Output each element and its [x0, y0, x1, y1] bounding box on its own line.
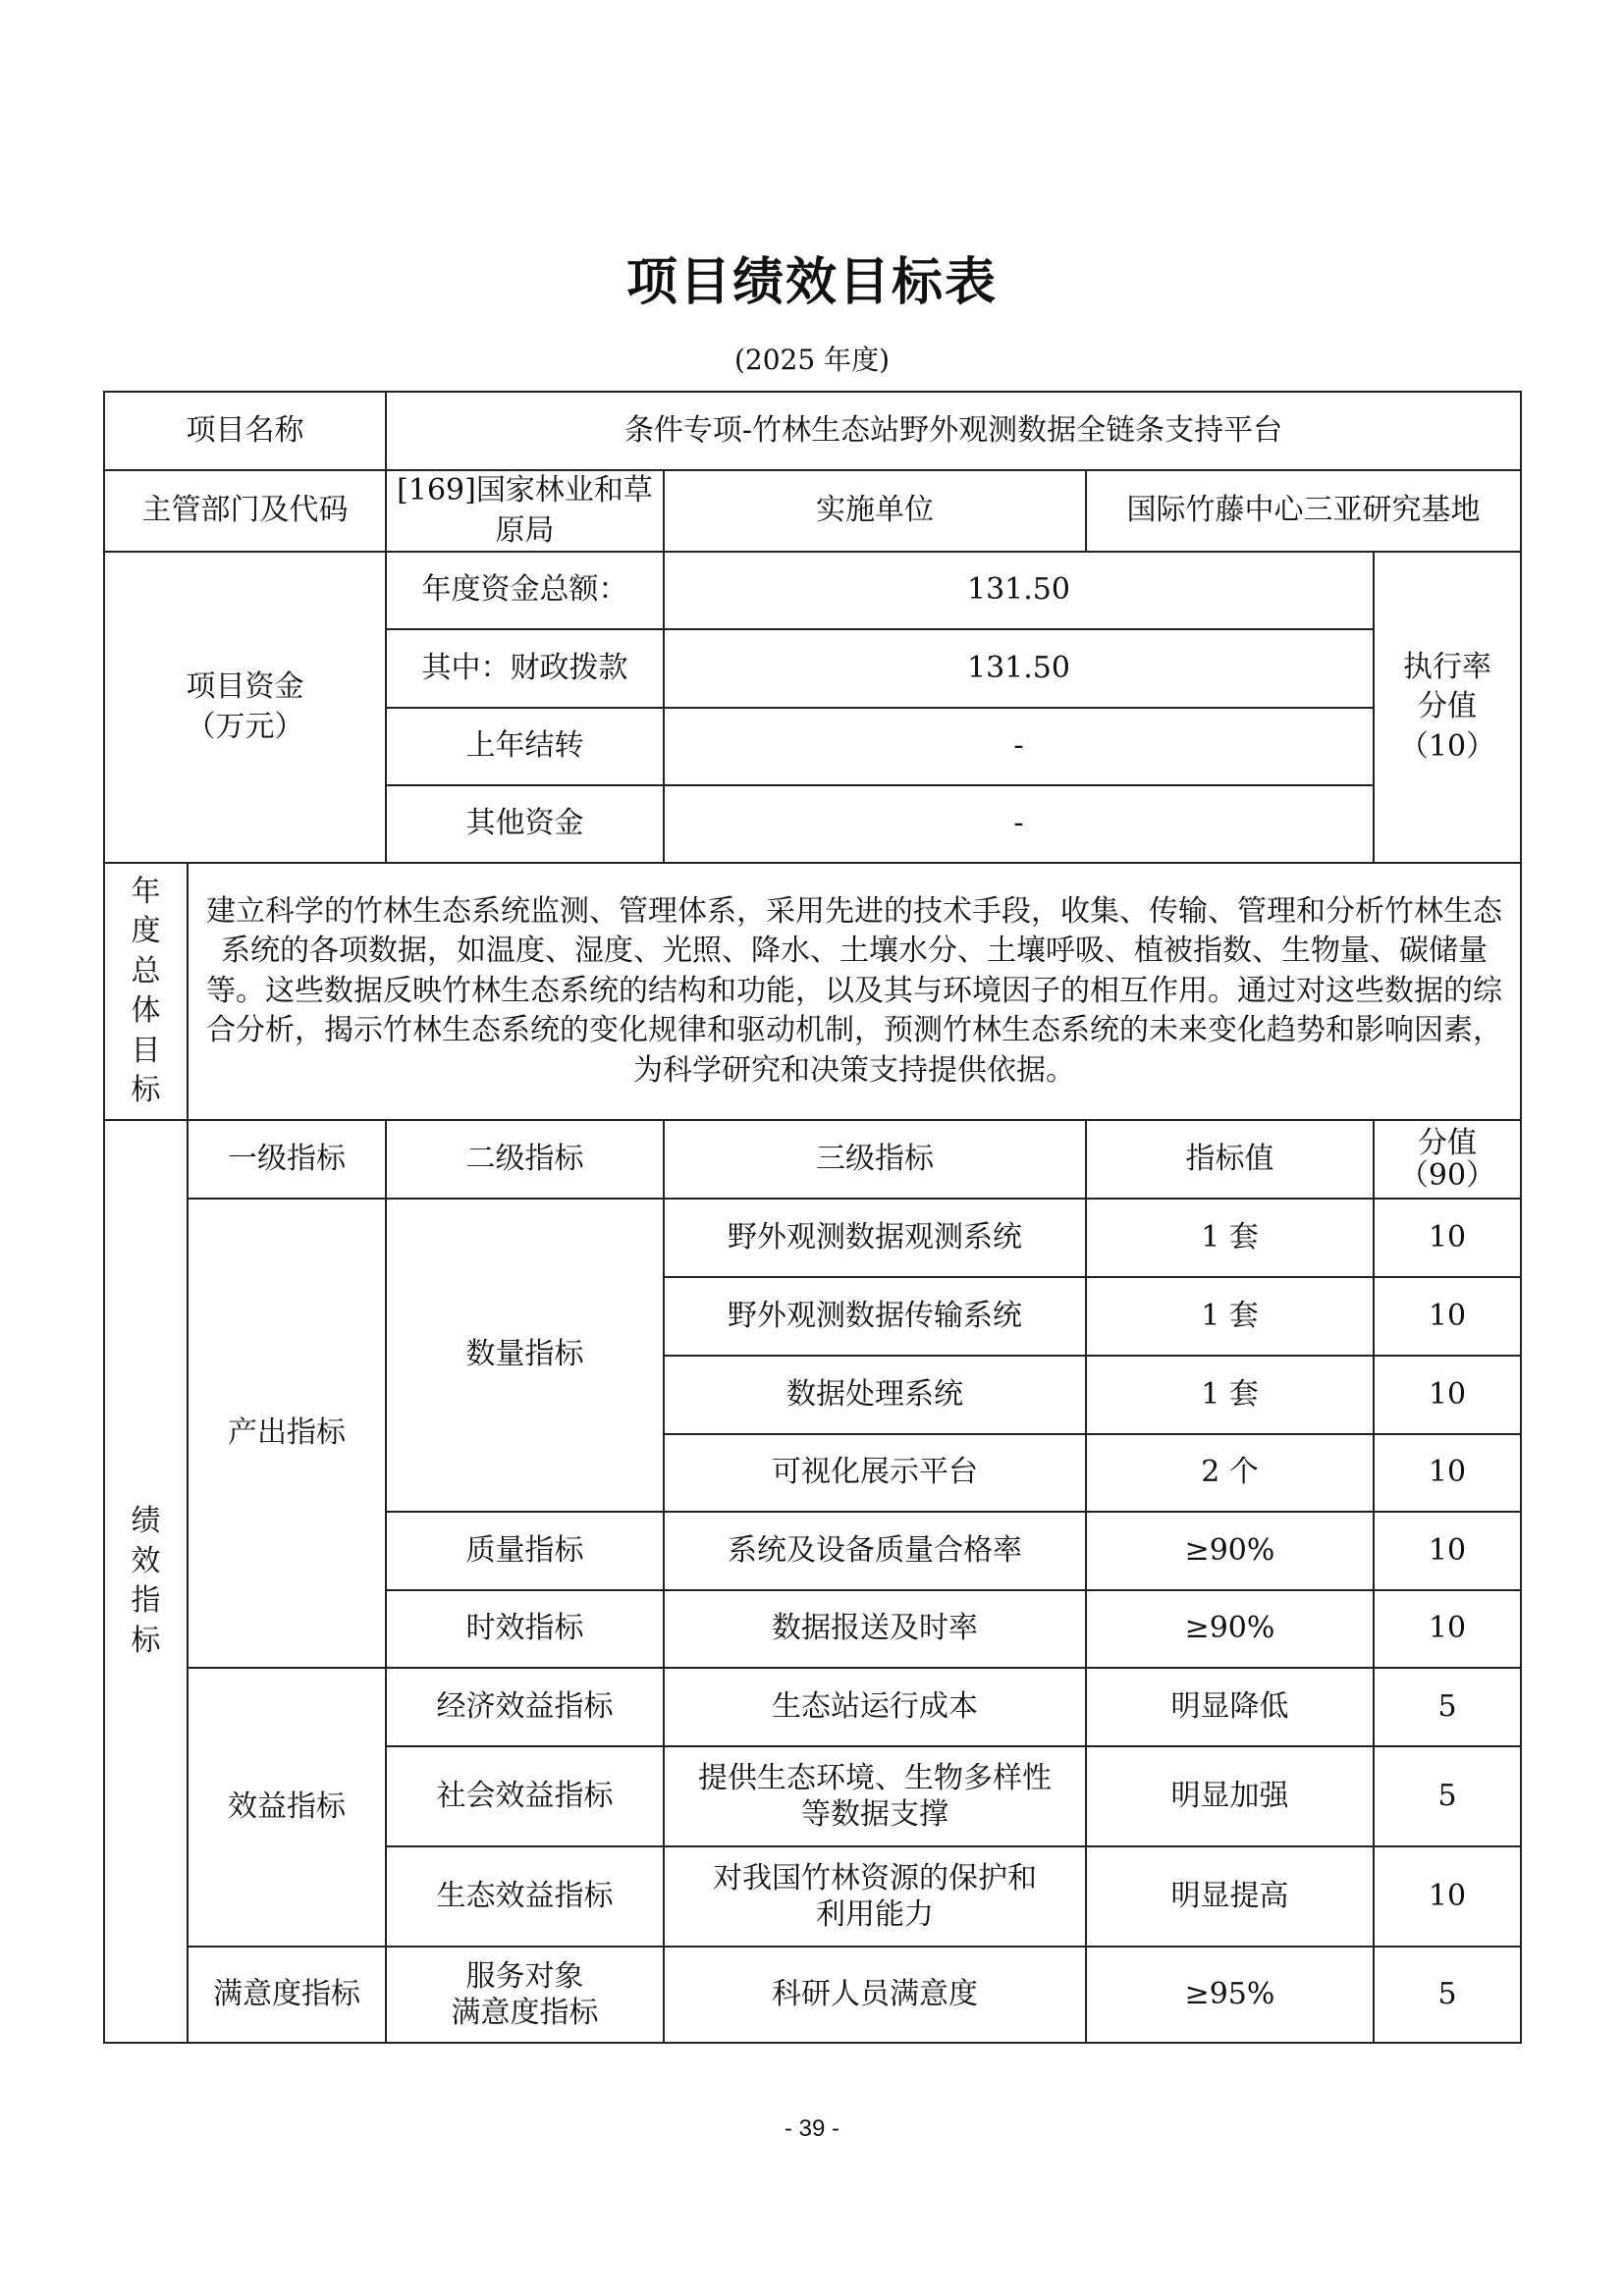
goal-char: 体	[131, 993, 161, 1028]
header-level3: 三级指标	[664, 1120, 1086, 1199]
indicator-name: 科研人员满意度	[664, 1947, 1086, 2043]
economic-indicator-label: 经济效益指标	[386, 1668, 664, 1746]
service-satisfaction-line1: 服务对象	[465, 1958, 584, 1994]
social-indicator-label: 社会效益指标	[386, 1746, 664, 1846]
indicator-value: 明显提高	[1086, 1846, 1374, 1947]
indicator-score: 10	[1374, 1356, 1521, 1434]
page-title: 项目绩效目标表	[625, 253, 998, 312]
indicator-score: 5	[1374, 1947, 1521, 2043]
department-row	[104, 470, 1521, 552]
indicator-name: 数据处理系统	[664, 1356, 1086, 1434]
header-score-line1: 分值	[1418, 1126, 1477, 1160]
page-number: - 39 -	[784, 2115, 839, 2142]
indicator-name	[664, 1846, 1086, 1947]
service-satisfaction-label	[386, 1947, 664, 2043]
funds-carryover-value: -	[664, 708, 1374, 785]
indicator-name: 生态站运行成本	[664, 1668, 1086, 1746]
indicators-label	[104, 1120, 188, 2043]
indicator-row	[104, 1199, 1521, 1277]
indicator-name: 野外观测数据传输系统	[664, 1277, 1086, 1356]
indicator-name	[664, 1746, 1086, 1846]
indicator-char: 指	[131, 1583, 161, 1618]
indicator-score: 10	[1374, 1846, 1521, 1947]
satisfaction-indicator-label: 满意度指标	[188, 1947, 386, 2043]
funds-other-value: -	[664, 785, 1374, 863]
indicator-name-line1: 提供生态环境、生物多样性	[698, 1760, 1052, 1795]
indicator-name: 数据报送及时率	[664, 1590, 1086, 1668]
indicator-char: 绩	[131, 1504, 161, 1538]
indicator-score: 10	[1374, 1199, 1521, 1277]
score-line2: 分值	[1418, 689, 1477, 724]
indicator-header-row	[104, 1120, 1521, 1199]
indicator-score: 10	[1374, 1590, 1521, 1668]
indicator-value: ≥95%	[1086, 1947, 1374, 2043]
indicator-score: 5	[1374, 1668, 1521, 1746]
indicator-value: ≥90%	[1086, 1590, 1374, 1668]
header-value: 指标值	[1086, 1120, 1374, 1199]
indicator-value: ≥90%	[1086, 1512, 1374, 1590]
goal-char: 总	[131, 953, 161, 988]
funds-row	[104, 552, 1521, 629]
annual-goal-label	[104, 863, 188, 1120]
goal-char: 年	[131, 874, 161, 909]
indicator-value: 2 个	[1086, 1434, 1374, 1512]
indicator-name-line2: 等数据支撑	[801, 1797, 948, 1832]
indicator-char: 标	[131, 1623, 161, 1658]
dept-label: 主管部门及代码	[104, 470, 386, 552]
goal-char: 目	[131, 1033, 161, 1068]
indicator-row	[104, 1668, 1521, 1746]
indicator-score: 10	[1374, 1277, 1521, 1356]
quantity-indicator-label: 数量指标	[386, 1199, 664, 1512]
project-name-label: 项目名称	[104, 392, 386, 470]
indicator-name: 野外观测数据观测系统	[664, 1199, 1086, 1277]
execution-rate-score	[1374, 552, 1521, 863]
indicator-value: 1 套	[1086, 1277, 1374, 1356]
header-score	[1374, 1120, 1521, 1199]
dept-value: [169]国家林业和草原局	[386, 470, 664, 552]
score-line3: （10）	[1398, 728, 1496, 764]
goal-char: 标	[131, 1073, 161, 1107]
funds-label-line1: 项目资金	[186, 669, 304, 704]
project-name-value: 条件专项-竹林生态站野外观测数据全链条支持平台	[386, 392, 1521, 470]
indicator-row	[104, 1947, 1521, 2043]
indicator-score: 10	[1374, 1434, 1521, 1512]
service-satisfaction-line2: 满意度指标	[451, 1996, 599, 2030]
impl-unit-value: 国际竹藤中心三亚研究基地	[1086, 470, 1521, 552]
project-name-row	[104, 392, 1521, 470]
header-level1: 一级指标	[188, 1120, 386, 1199]
impl-unit-label: 实施单位	[664, 470, 1086, 552]
indicator-name: 可视化展示平台	[664, 1434, 1086, 1512]
annual-goal-text: 建立科学的竹林生态系统监测、管理体系，采用先进的技术手段，收集、传输、管理和分析竹林生态系统的各项数据，如温度、湿度、光照、降水、土壤水分、土壤呼吸、植被指数、生物量、碳储量等。这些数据反映竹林生态系统的结构和功能，以及其与环境因子的相互作用。通过对这些数据的综合分析，揭示竹林生态系统的变化规律和驱动机制，预测竹林生态系统的未来变化趋势和影响因素，为科学研究和决策支持提供依据。	[188, 863, 1521, 1120]
funds-fiscal-label: 其中：财政拨款	[386, 629, 664, 708]
ecological-indicator-label: 生态效益指标	[386, 1846, 664, 1947]
indicator-score: 10	[1374, 1512, 1521, 1590]
performance-target-table	[103, 391, 1522, 2044]
indicator-value: 明显降低	[1086, 1668, 1374, 1746]
indicator-score: 5	[1374, 1746, 1521, 1846]
header-level2: 二级指标	[386, 1120, 664, 1199]
header-score-line2: （90）	[1398, 1158, 1496, 1193]
output-indicator-label: 产出指标	[188, 1199, 386, 1668]
annual-goal-row	[104, 863, 1521, 1120]
funds-total-value: 131.50	[664, 552, 1374, 629]
funds-label	[104, 552, 386, 863]
indicator-char: 效	[131, 1543, 161, 1578]
indicator-name: 系统及设备质量合格率	[664, 1512, 1086, 1590]
benefit-indicator-label: 效益指标	[188, 1668, 386, 1947]
funds-total-label: 年度资金总额：	[386, 552, 664, 629]
funds-fiscal-value: 131.50	[664, 629, 1374, 708]
funds-carryover-label: 上年结转	[386, 708, 664, 785]
indicator-value: 1 套	[1086, 1199, 1374, 1277]
funds-label-line2: （万元）	[186, 709, 304, 744]
indicator-name-line1: 对我国竹林资源的保护和	[713, 1860, 1037, 1896]
indicator-name-line2: 利用能力	[816, 1897, 934, 1932]
funds-other-label: 其他资金	[386, 785, 664, 863]
quality-indicator-label: 质量指标	[386, 1512, 664, 1590]
indicator-value: 1 套	[1086, 1356, 1374, 1434]
score-line1: 执行率	[1403, 649, 1491, 684]
indicator-value: 明显加强	[1086, 1746, 1374, 1846]
goal-char: 度	[131, 914, 161, 948]
year-subtitle: (2025 年度)	[733, 344, 890, 376]
timeliness-indicator-label: 时效指标	[386, 1590, 664, 1668]
